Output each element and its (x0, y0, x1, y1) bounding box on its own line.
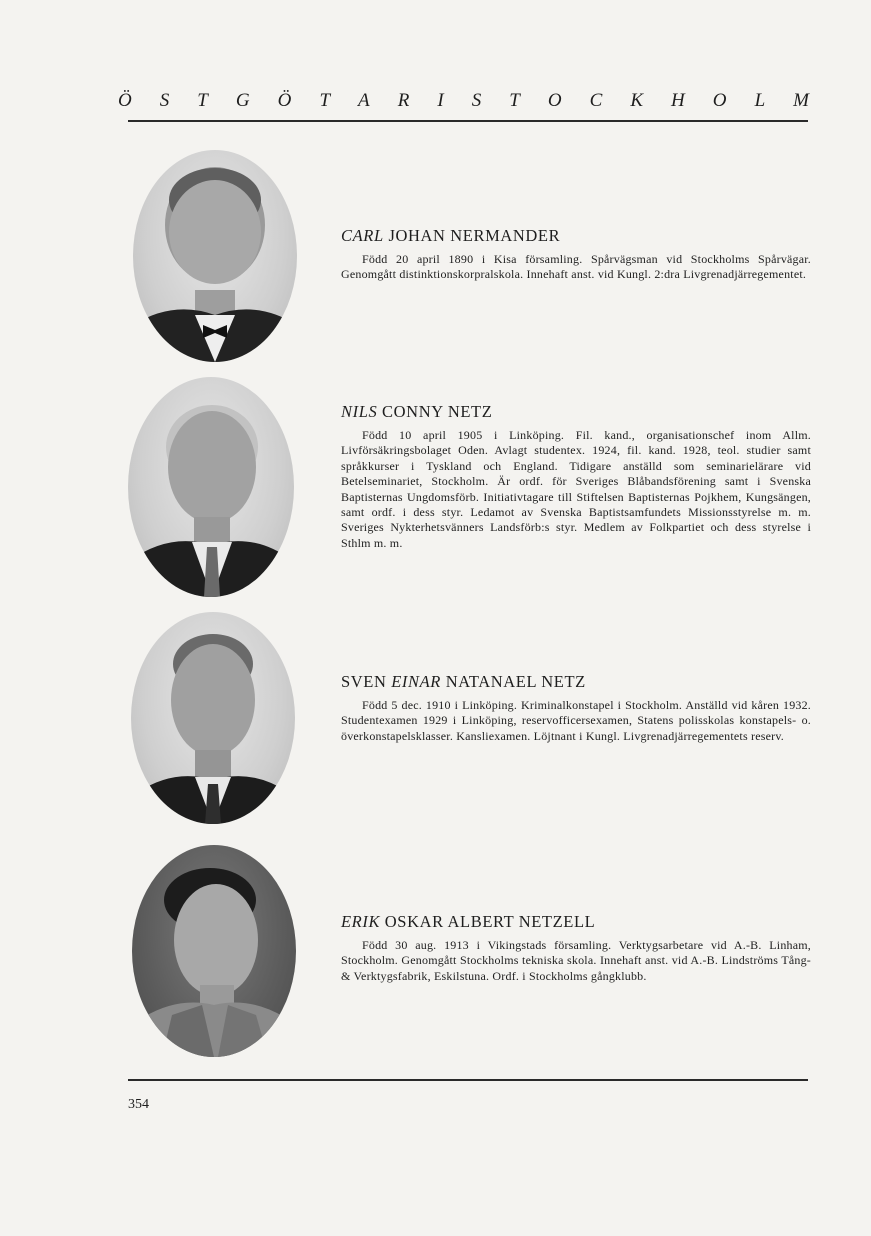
biography-text: Född 30 aug. 1913 i Vikingstads församling. Verktygsarbetare vid A.-B. Linham, Stockholm. Genomgått Stockholms tekniska skola. Innehaft anst. vid A.-B. Lindströms Tång- & Verktygsfabrik, Eskilstuna. Ordf. i Stockholms gångklubb. (341, 938, 811, 983)
biography-text: Född 5 dec. 1910 i Linköping. Kriminalkonstapel i Stockholm. Anställd vid kåren 1932. Studentexamen 1929 i Linköping, reservofficersexamen, Statens polisskolas konstapels- o. överkonstapelsklasser. Kansliexamen. Löjtnant i Kungl. Livgrenadjärregementets reserv. (341, 698, 811, 743)
biography-text: Född 10 april 1905 i Linköping. Fil. kand., organisationschef inom Allm. Livförsäkringsbolaget Oden. Avlagt studentex. 1924, fil. kand. 1928, teol. studier samt språkkurser i Tyskland och England. Tidigare anställd som seminarielärare vid Betelseminariet, Stockholm. Är ordf. för Sveriges Blåbandsförening samt i Svenska Baptisternas Ungdomsförb. Initiativtagare till Stiftelsen Baptisternas Pojkhem, Kungsängen, samt ordf. i dess styr. Ledamot av Svenska Baptistsamfundets Missionsstyrelse m. m. Sveriges Nykterhetsvänners Landsförb:s styr. Medlem av Folkpartiet och dess styrelse i Sthlm m. m. (341, 428, 811, 550)
header-rule (128, 120, 808, 122)
portrait-photo-4 (132, 845, 296, 1057)
person-name (341, 226, 811, 246)
header-letter: Ö (277, 90, 293, 111)
header-letter: A (358, 90, 371, 111)
biography-entry (341, 912, 811, 984)
person-name (341, 672, 811, 692)
person-name (341, 402, 811, 422)
name-pre: SVEN (341, 672, 392, 691)
portrait-photo-3 (131, 612, 295, 824)
portrait-photo-2 (128, 377, 294, 597)
header-letter: R (397, 90, 411, 111)
name-rest: JOHAN NERMANDER (383, 226, 561, 245)
footer-rule (128, 1079, 808, 1081)
header-letter: O (712, 90, 728, 111)
header-letter: S (471, 90, 483, 111)
header-letter: T (319, 90, 332, 111)
header-letter: H (671, 90, 686, 111)
biography-text: Född 20 april 1890 i Kisa församling. Spårvägsman vid Stockholms Spårvägar. Genomgått distinktionskorpralskola. Innehaft anst. vid Kungl. 2:dra Livgrenadjärregementet. (341, 252, 811, 282)
header-letter: G (235, 90, 251, 111)
biography-entry (341, 226, 811, 283)
page-number: 354 (128, 1097, 149, 1112)
header-letter: T (197, 90, 209, 111)
biography-entry (341, 402, 811, 551)
biography-entry (341, 672, 811, 744)
name-rest: NATANAEL NETZ (440, 672, 586, 691)
header-letter: K (630, 90, 644, 111)
name-italic-part: CARL (341, 226, 384, 245)
header-letter: C (589, 90, 604, 111)
name-rest: CONNY NETZ (377, 402, 493, 421)
header-letter: M (793, 90, 810, 111)
portrait-photo-1 (133, 150, 297, 362)
header-letter: I (437, 90, 445, 111)
header-letter: L (754, 90, 767, 111)
header-letter: S (159, 90, 171, 111)
name-italic-part: NILS (341, 402, 378, 421)
person-name (341, 912, 811, 932)
name-italic-part: ERIK (341, 912, 381, 931)
header-letter: T (509, 90, 521, 111)
running-header (118, 90, 810, 112)
header-letter: Ö (118, 90, 133, 111)
name-italic-part: EINAR (391, 672, 441, 691)
name-rest: OSKAR ALBERT NETZELL (380, 912, 596, 931)
header-letter: O (547, 90, 563, 111)
